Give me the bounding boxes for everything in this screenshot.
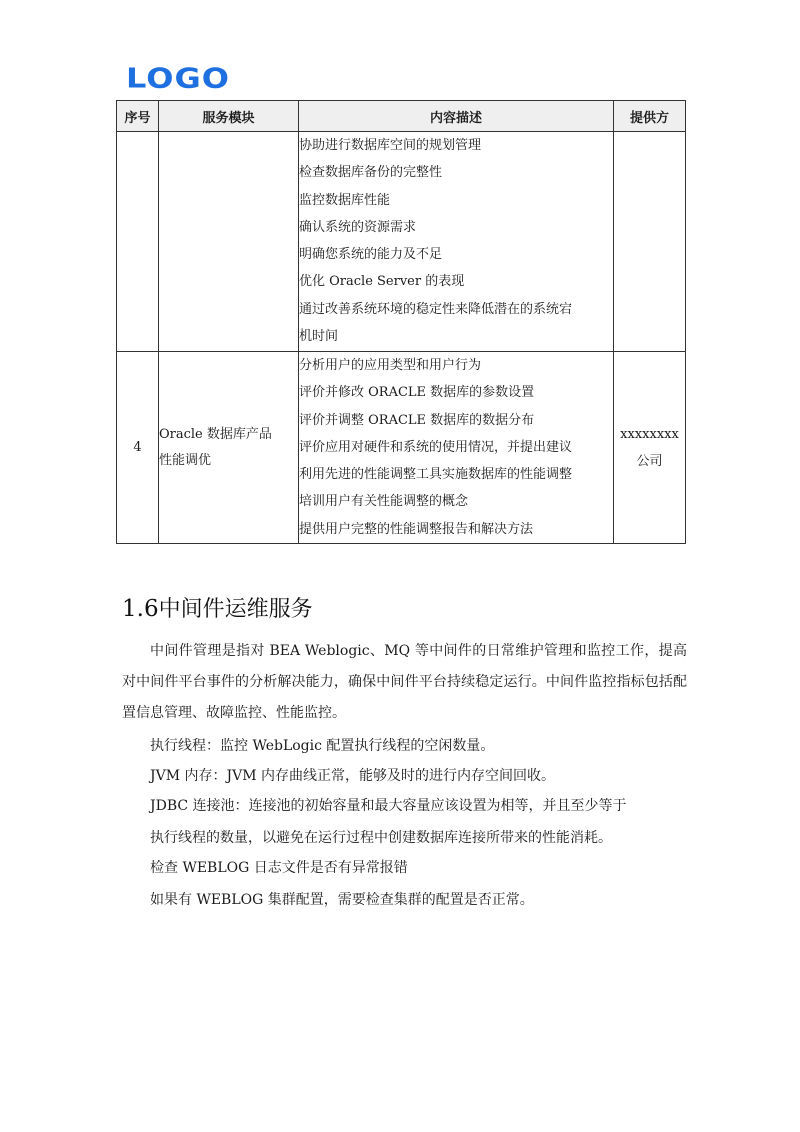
- bullet-item: 如果有 WEBLOG 集群配置，需要检查集群的配置是否正常。: [150, 892, 534, 908]
- description-line: 通过改善系统环境的稳定性来降低潜在的系统宕: [299, 301, 573, 317]
- provider-line: xxxxxxxx: [620, 426, 679, 442]
- bullet-item: 执行线程：监控 WebLogic 配置执行线程的空闲数量。: [150, 738, 495, 754]
- description-line: 评价应用对硬件和系统的使用情况，并提出建议: [299, 439, 573, 455]
- header-seq: 序号: [117, 101, 159, 132]
- description-line: 评价并调整 ORACLE 数据库的数据分布: [299, 412, 535, 428]
- bullet-item: 执行线程的数量，以避免在运行过程中创建数据库连接所带来的性能消耗。: [150, 830, 612, 846]
- bullet-item: JVM 内存：JVM 内存曲线正常，能够及时的进行内存空间回收。: [150, 768, 556, 784]
- header-module: 服务模块: [159, 101, 299, 132]
- description-line: 分析用户的应用类型和用户行为: [299, 358, 482, 373]
- module-cell: [159, 132, 299, 352]
- section-heading: [122, 592, 313, 623]
- section-paragraph: 中间件管理是指对 BEA Weblogic、MQ 等中间件的日常维护管理和监控工作，提高对中间件平台事件的分析解决能力，确保中间件平台持续稳定运行。中间件监控指标包括配置信息管理、故障监控、性能监控。: [122, 643, 687, 721]
- description-cell: [299, 352, 614, 544]
- description-line: 确认系统的资源需求: [299, 219, 417, 235]
- module-line: 性能调优: [159, 452, 212, 468]
- description-line: 机时间: [299, 329, 339, 345]
- section-number: 1.6: [122, 596, 159, 622]
- provider-cell: [614, 352, 686, 544]
- bullet-item: JDBC 连接池：连接池的初始容量和最大容量应该设置为相等，并且至少等于: [150, 798, 627, 814]
- table-row: [117, 352, 686, 544]
- description-line: 监控数据库性能: [299, 192, 391, 208]
- logo: LOGO: [126, 62, 230, 95]
- section-title: 中间件运维服务: [158, 597, 313, 622]
- module-line: Oracle 数据库产品: [159, 426, 272, 442]
- header-description: 内容描述: [299, 101, 614, 132]
- module-cell: [159, 352, 299, 544]
- description-line: 协助进行数据库空间的规划管理: [299, 138, 482, 153]
- table-header-row: [117, 101, 686, 132]
- seq-cell: [117, 132, 159, 352]
- header-provider: 提供方: [614, 101, 686, 132]
- provider-cell: [614, 132, 686, 352]
- description-line: 检查数据库备份的完整性: [299, 165, 443, 181]
- description-line: 评价并修改 ORACLE 数据库的参数设置: [299, 385, 535, 401]
- provider-line: 公司: [636, 453, 663, 469]
- description-line: 利用先进的性能调整工具实施数据库的性能调整: [299, 467, 573, 483]
- description-line: 优化 Oracle Server 的表现: [299, 274, 465, 290]
- description-cell: [299, 132, 614, 352]
- description-line: 明确您系统的能力及不足: [299, 247, 443, 263]
- bullet-item: 检查 WEBLOG 日志文件是否有异常报错: [150, 860, 408, 876]
- description-line: 培训用户有关性能调整的概念: [299, 494, 469, 510]
- seq-cell: 4: [117, 352, 159, 544]
- service-table: [116, 100, 686, 544]
- table-row: [117, 132, 686, 352]
- description-line: 提供用户完整的性能调整报告和解决方法: [299, 521, 534, 537]
